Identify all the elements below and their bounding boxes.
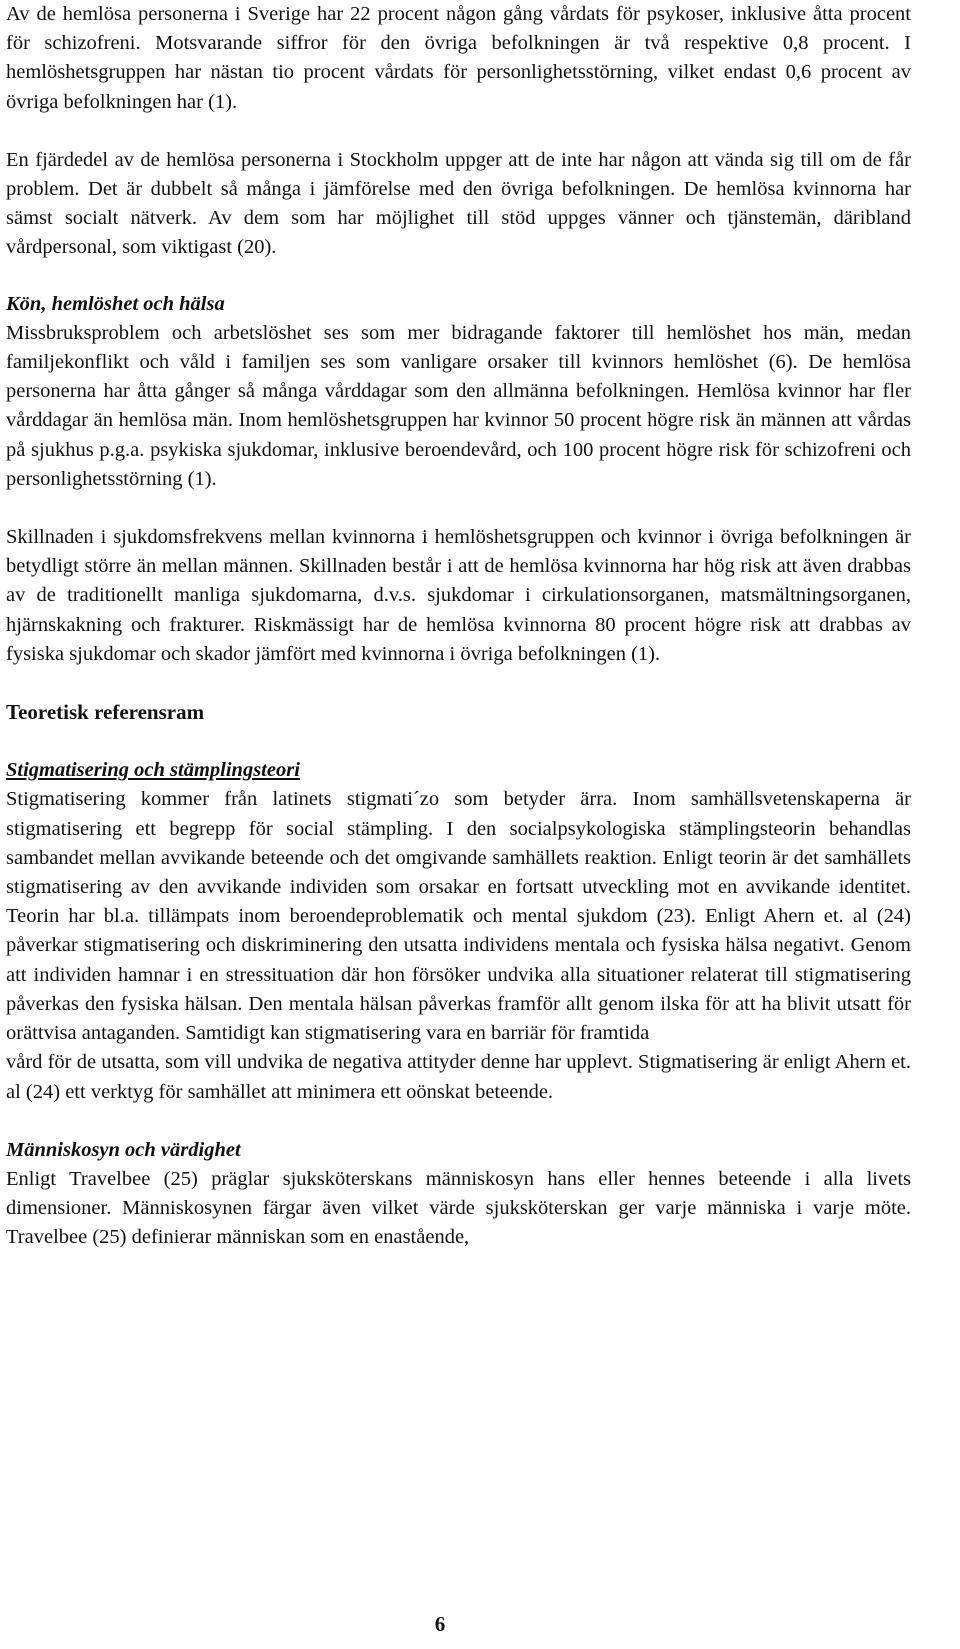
paragraph-disease-frequency: Skillnaden i sjukdomsfrekvens mellan kvinnorna i hemlöshetsgruppen och kvinnor i övriga befolkningen är betydligt större än mellan männen. Skillnaden består i att de hemlösa kvinnorna har hög risk att även drabbas av de traditionellt manliga sjukdomarna, d.v.s. sjukdomar i cirkulationsorganen, matsmältningsorganen, hjärnskakning och frakturer. Riskmässigt har de hemlösa kvinnorna 80 procent högre risk att drabbas av fysiska sjukdomar och skador jämfört med kvinnorna i övriga befolkningen (1). [6, 526, 911, 665]
paragraph-stigmatisering-1: Stigmatisering kommer från latinets stigmati´zo som betyder ärra. Inom samhällsvetenskaperna är stigmatisering ett begrepp för social stämpling. I den socialpsykologiska stämplingsteorin behandlas sambandet mellan avvikande beteende och det omgivande samhällets reaktion. Enligt teorin är det samhällets stigmatisering av den avvikande individen som orsakar en fortsatt utveckling mot en avvikande identitet. Teorin har bl.a. tillämpats inom beroendeproblematik och mental sjukdom (23). Enligt Ahern et. al (24) påverkar stigmatisering och diskriminering den utsatta individens mentala och fysiska hälsa negativt. Genom att individen hamnar i en stressituation där hon försöker undvika alla situationer relaterat till stigmatisering påverkas den fysiska hälsan. Den mentala hälsan påverkas framför allt genom ilska för att ha blivit utsatt för orättvisa antaganden. Samtidigt kan stigmatisering vara en barriär för framtida [6, 788, 911, 1045]
document-page [6, 0, 911, 1253]
paragraph-psychiatric-care: Av de hemlösa personerna i Sverige har 22 procent någon gång vårdats för psykoser, inklusive åtta procent för schizofreni. Motsvarande siffror för den övriga befolkningen är två respektive 0,8 procent. I hemlöshetsgruppen har nästan tio procent vårdats för personlighetsstörning, vilket endast 0,6 procent av övriga befolkningen har (1). [6, 3, 911, 113]
page-number: 6 [434, 1612, 446, 1636]
heading-manniskosyn: Människosyn och värdighet [6, 1138, 241, 1161]
paragraph-manniskosyn: Enligt Travelbee (25) präglar sjuksköterskans människosyn hans eller hennes beteende i alla livets dimensioner. Människosynen färgar även vilket värde sjuksköterskan ger varje människa i varje möte. Travelbee (25) definierar människan som en enastående, [6, 1167, 911, 1249]
paragraph-social-network: En fjärdedel av de hemlösa personerna i Stockholm uppger att de inte har någon att vända sig till om de får problem. Det är dubbelt så många i jämförelse med den övriga befolkningen. De hemlösa kvinnorna har sämst socialt nätverk. Av dem som har möjlighet till stöd uppges vänner och tjänstemän, däribland vårdpersonal, som viktigast (20). [6, 148, 911, 259]
paragraph-stigmatisering-2: vård för de utsatta, som vill undvika de negativa attityder denne har upplevt. Stigmatisering är enligt Ahern et. al (24) ett verktyg för samhället att minimera ett oönskat beteende. [6, 1051, 911, 1103]
paragraph-gender-factors: Missbruksproblem och arbetslöshet ses som mer bidragande faktorer till hemlöshet hos män, medan familjekonflikt och våld i familjen ses som vanligare orsaker till kvinnors hemlöshet (6). De hemlösa personerna har åtta gånger så många vårddagar som den allmänna befolkningen. Hemlösa kvinnor har fler vårddagar än hemlösa män. Inom hemlöshetsgruppen har kvinnor 50 procent högre risk än männen att vårdas på sjukhus p.g.a. psykiska sjukdomar, inklusive beroendevård, och 100 procent högre risk för schizofreni och personlighetsstörning (1). [6, 321, 911, 490]
section-title-teoretisk-referensram: Teoretisk referensram [6, 700, 205, 725]
heading-kon-hemloshet-halsa: Kön, hemlöshet och hälsa [6, 292, 225, 315]
heading-stigmatisering: Stigmatisering och stämplingsteori [6, 759, 300, 782]
